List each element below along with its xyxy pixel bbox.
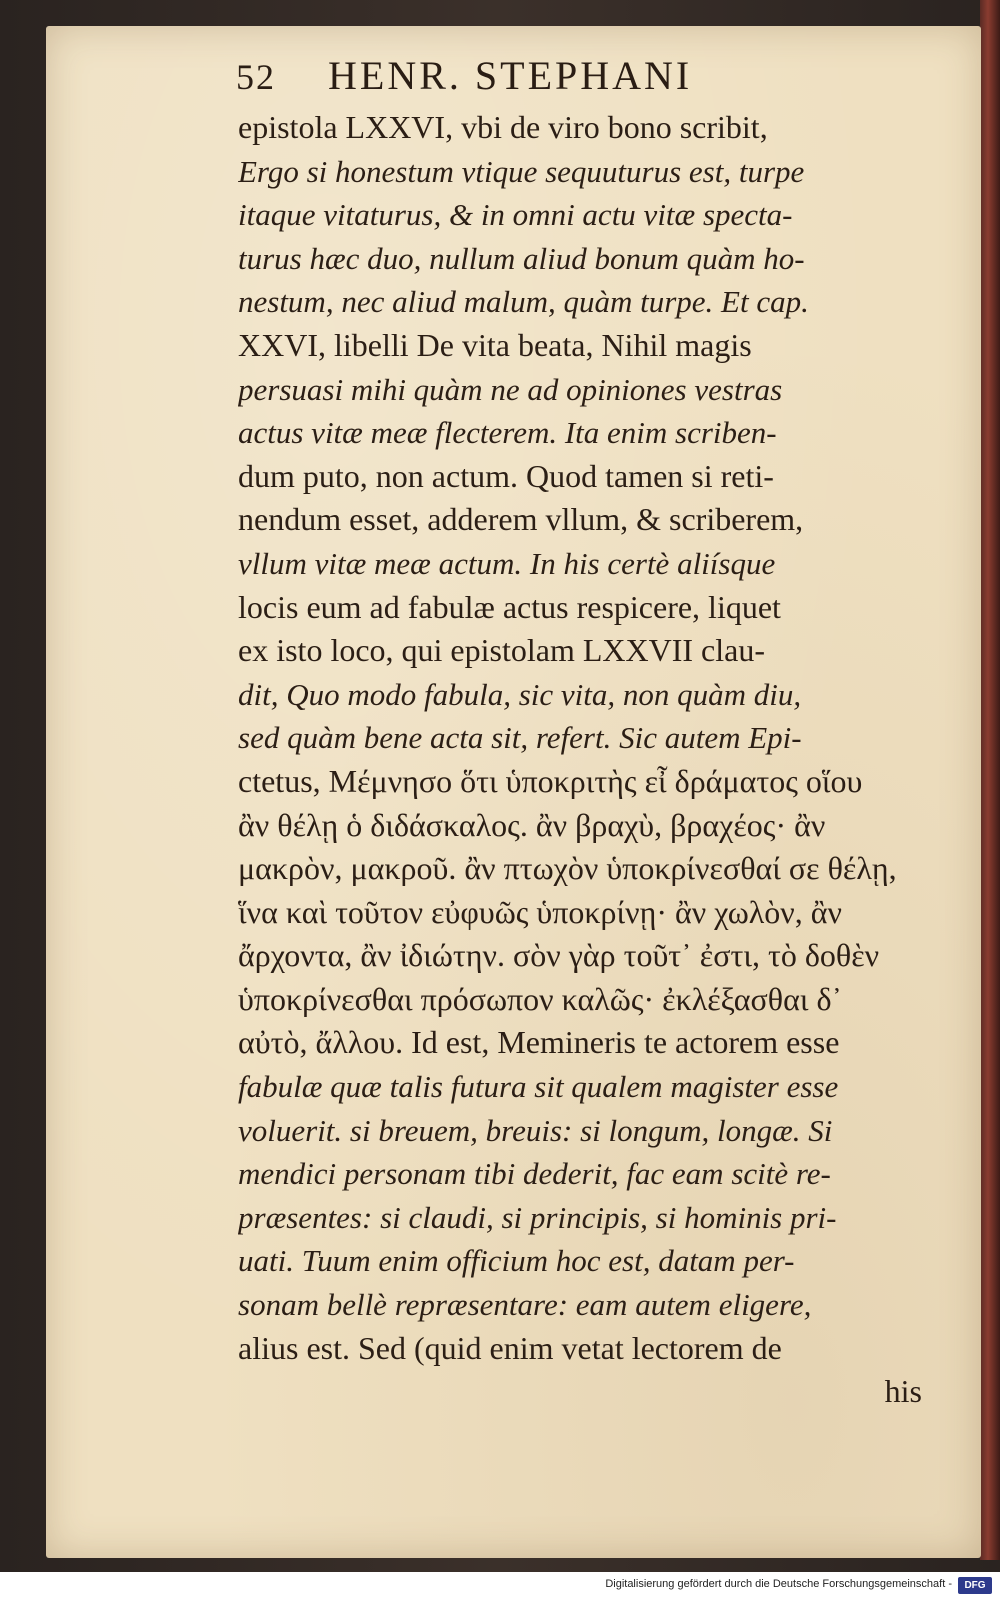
text-line: turus hæc duo, nullum aliud bonum quàm ho- [238,240,805,276]
text-line: μακρὸν, μακροῦ. ἂν πτωχὸν ὑποκρίνεσθαί σε θέλῃ, [238,850,897,887]
text-block [238,106,928,1414]
text-line: XXVI, libelli De vita beata, Nihil magis [238,326,752,363]
text-line: præsentes: si claudi, si principis, si hominis pri- [238,1199,837,1235]
funding-credit: Digitalisierung gefördert durch die Deutsche Forschungsgemeinschaft - [605,1578,952,1590]
text-line: Ergo si honestum vtique sequuturus est, turpe [238,153,805,189]
text-line: itaque vitaturus, & in omni actu vitæ specta- [238,197,793,233]
text-line: voluerit. si breuem, breuis: si longum, longæ. Si [238,1112,833,1148]
text-line: uati. Tuum enim officium hoc est, datam per- [238,1243,795,1279]
text-line: persuasi mihi quàm ne ad opiniones vestras [238,371,783,407]
text-line: locis eum ad fabulæ actus respicere, liquet [238,588,781,625]
running-head-title: HENR. STEPHANI [328,53,693,98]
text-line: αὐτὸ, ἄλλου. Id est, Memineris te actorem esse [238,1024,840,1061]
text-line: mendici personam tibi dederit, fac eam scitè re- [238,1156,831,1192]
catchword: his [884,1373,922,1410]
text-line: epistola LXXVI, vbi de viro bono scribit, [238,109,768,145]
text-line: vllum vitæ meæ actum. In his certè aliísque [238,545,776,581]
text-line: ctetus, Μέμνησο ὅτι ὑποκριτὴς εἶ δράματος οἵου [238,762,863,799]
text-line: actus vitæ meæ flecterem. Ita enim scriben- [238,415,777,451]
text-line: dit, Quo modo fabula, sic vita, non quàm diu, [238,676,802,712]
text-line: ἄρχοντα, ἂν ἰδιώτην. σὸν γὰρ τοῦτ᾽ ἐστι, τὸ δοθὲν [238,937,880,974]
text-line: nendum esset, adderem vllum, & scriberem, [238,501,804,538]
text-line: alius est. Sed (quid enim vetat lectorem de [238,1329,782,1366]
text-line: nestum, nec aliud malum, quàm turpe. Et cap. [238,284,809,320]
running-header [236,52,936,102]
text-line: ἂν θέλῃ ὁ διδάσκαλος. ἂν βραχὺ, βραχέος· ἂν [238,806,826,843]
text-line: ex isto loco, qui epistolam LXXVII clau- [238,632,765,669]
text-line: ὑποκρίνεσθαι πρόσωπον καλῶς· ἐκλέξασθαι δ᾽ [238,980,843,1017]
dfg-logo: DFG [958,1577,992,1594]
digitization-footer [0,1572,1000,1599]
text-line: dum puto, non actum. Quod tamen si reti- [238,457,774,494]
text-line: sonam bellè repræsentare: eam autem eligere, [238,1287,812,1323]
text-line: sed quàm bene acta sit, refert. Sic autem Epi- [238,720,802,756]
page-number: 52 [236,57,276,97]
book-edge [980,0,1000,1560]
text-line: fabulæ quæ talis futura sit qualem magister esse [238,1069,839,1105]
text-line: ἵνα καὶ τοῦτον εὐφυῶς ὑποκρίνῃ· ἂν χωλὸν, ἂν [238,893,842,930]
